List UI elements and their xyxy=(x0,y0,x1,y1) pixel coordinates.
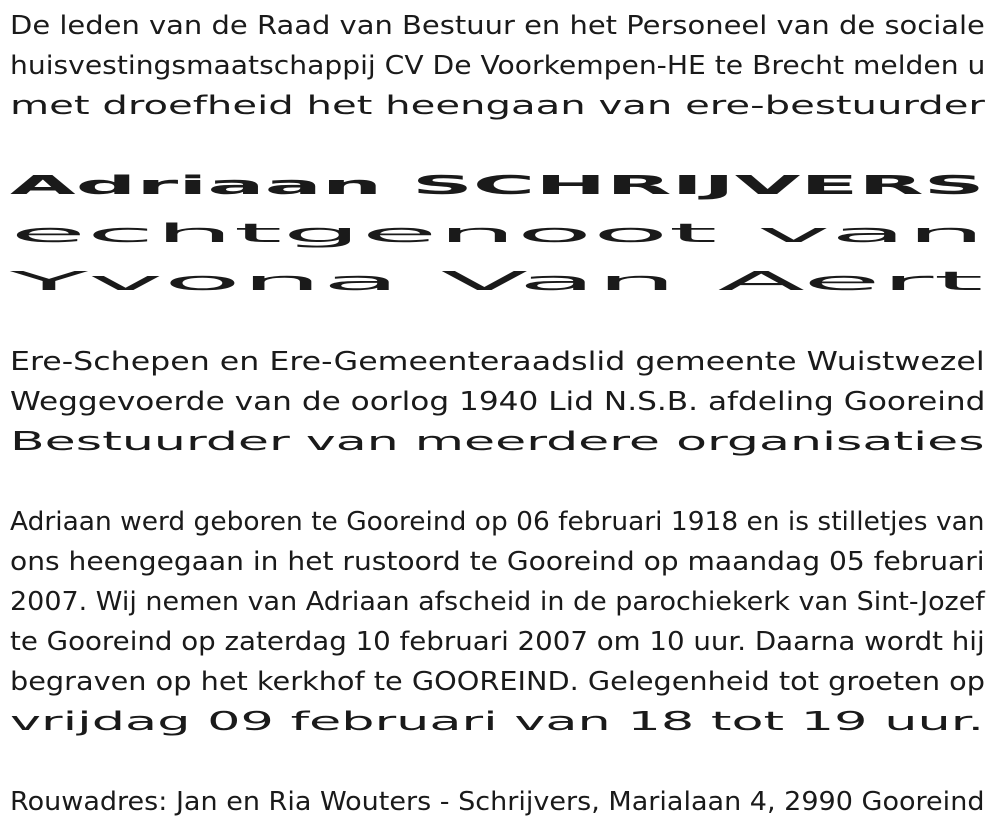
titles-paragraph xyxy=(10,342,1000,462)
spouse-label: echtgenoot van xyxy=(10,219,986,249)
spouse-label-block xyxy=(10,214,1000,254)
intro-paragraph xyxy=(10,6,1000,126)
address-block xyxy=(10,782,1000,822)
details-line: Adriaan werd geboren te Gooreind op 06 februari 1918 en is stilletjes van xyxy=(10,507,985,537)
deceased-name: Adriaan SCHRIJVERS xyxy=(10,171,985,201)
intro-line: huisvestingsmaatschappij CV De Voorkempen-HE te Brecht melden u xyxy=(10,51,986,81)
details-line: vrijdag 09 februari van 18 tot 19 uur. xyxy=(10,707,985,737)
details-paragraph xyxy=(10,502,1000,742)
spouse-name: Yvona Van Aert xyxy=(10,267,984,297)
deceased-name-block xyxy=(10,166,1000,206)
title-line: Ere-Schepen en Ere-Gemeenteraadslid gemeente Wuistwezel xyxy=(10,347,985,377)
details-line: begraven op het kerkhof te GOOREIND. Gelegenheid tot groeten op xyxy=(10,667,986,697)
mourning-address: Rouwadres: Jan en Ria Wouters - Schrijvers, Marialaan 4, 2990 Gooreind xyxy=(10,787,985,817)
title-line: Weggevoerde van de oorlog 1940 Lid N.S.B. afdeling Gooreind xyxy=(10,387,986,417)
details-line: 2007. Wij nemen van Adriaan afscheid in de parochiekerk van Sint-Jozef xyxy=(10,587,985,617)
details-line: ons heengegaan in het rustoord te Gooreind op maandag 05 februari xyxy=(10,547,985,577)
intro-line: met droefheid het heengaan van ere-bestuurder xyxy=(10,91,985,121)
intro-line: De leden van de Raad van Bestuur en het Personeel van de sociale xyxy=(10,11,985,41)
title-line: Bestuurder van meerdere organisaties xyxy=(10,427,985,457)
details-line: te Gooreind op zaterdag 10 februari 2007 om 10 uur. Daarna wordt hij xyxy=(10,627,985,657)
spouse-name-block xyxy=(10,262,1000,302)
